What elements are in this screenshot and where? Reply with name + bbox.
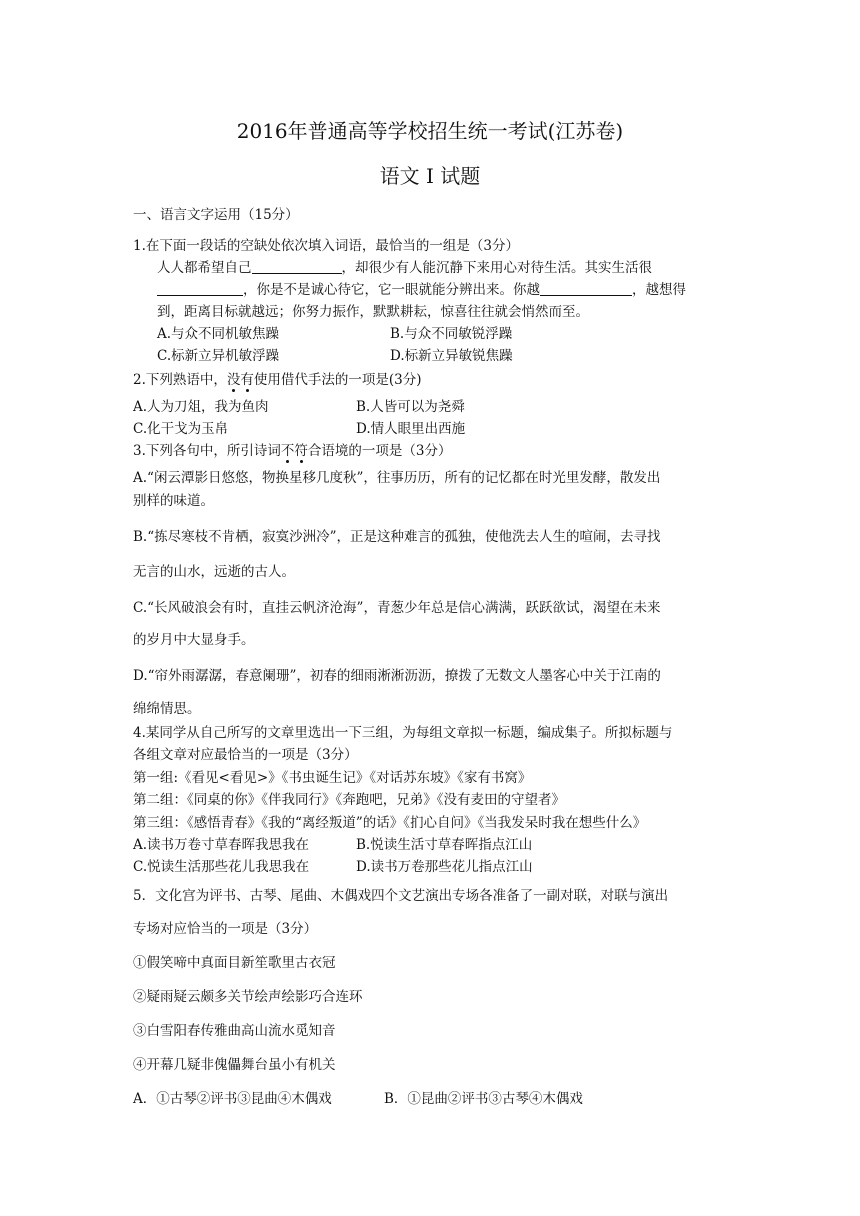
q1-text: ，越想得 [632,282,686,298]
q5-option-a: A．①古琴②评书③昆曲④木偶戏 [133,1091,332,1107]
q3-stem-text: 合语境的一项是（3分） [307,443,452,459]
q1-text: ，却很少有人能沉静下来用心对待生活。其实生活很 [341,260,652,276]
q3-option-d-line2: 绵绵情思。 [133,701,201,717]
q3-option-a-line2: 别样的味道。 [133,493,214,509]
q4-option-a: A.读书万卷寸草春晖我思我在 [133,837,310,853]
q1-option-d: D.标新立异敏锐焦躁 [390,348,513,364]
q1-passage-line1 [157,256,652,276]
q4-stem-line2: 各组文章对应最恰当的一项是（3分） [133,747,358,763]
q5-option-b: B．①昆曲②评书③古琴④木偶戏 [384,1091,583,1107]
q2-emphasis-char: 有 [240,368,254,388]
q1-stem: 1.在下面一段话的空缺处依次填入词语，最恰当的一组是（3分） [133,238,519,254]
section-heading: 一、语言文字运用（15分） [133,207,299,223]
q3-option-d-line1: D.“帘外雨潺潺，春意阑珊”，初春的细雨淅淅沥沥，撩拨了无数文人墨客心中关于江南的 [133,668,661,684]
q4-option-d: D.读书万卷那些花儿指点江山 [356,859,533,875]
q3-emphasis-char: 不 [281,439,295,459]
q1-passage-line2 [157,278,686,298]
q2-option-b: B.人皆可以为尧舜 [356,399,465,415]
q3-option-b-line1: B.“拣尽寒枝不肯栖，寂寞沙洲冷”，正是这种难言的孤独，使他洗去人生的喧闹，去寻找 [133,529,661,545]
q1-text: ，你是不是诚心待它，它一眼就能分辨出来。你越 [243,282,540,298]
q4-option-b: B.悦读生活寸草春晖指点江山 [356,837,533,853]
q4-option-c: C.悦读生活那些花儿我思我在 [133,859,310,875]
q3-stem [133,439,451,459]
q1-option-a: A.与众不同机敏焦躁 [157,326,280,342]
q1-option-c: C.标新立异机敏浮躁 [157,348,280,364]
q5-couplet-2: ②疑雨疑云颇多关节绘声绘影巧合连环 [133,989,363,1005]
q5-couplet-1: ①假笑啼中真面目新笙歌里古衣冠 [133,955,336,971]
q1-blank-3 [540,281,632,296]
q4-group-3: 第三组：《感悟青春》《我的“离经叛道”的话》《扪心自问》《当我发呆时我在想些什么》 [133,815,647,831]
q2-stem [133,368,422,388]
exam-subtitle: 语文 I 试题 [379,164,481,188]
q2-stem-text: 2.下列熟语中， [133,372,227,388]
q2-option-c: C.化干戈为玉帛 [133,421,229,437]
q5-stem-line2: 专场对应恰当的一项是（3分） [133,921,318,937]
q1-blank-1 [252,259,342,274]
q4-group-2: 第二组：《同桌的你》《伴我同行》《奔跑吧，兄弟》《没有麦田的守望者》 [133,792,565,808]
q2-option-d: D.情人眼里出西施 [356,421,466,437]
q2-option-a: A.人为刀俎，我为鱼肉 [133,399,269,415]
q2-stem-text: 使用借代手法的一项是(3分) [253,372,422,388]
q3-option-c-line2: 的岁月中大显身手。 [133,632,255,648]
exam-title: 2016年普通高等学校招生统一考试(江苏卷) [236,119,624,143]
q1-option-b: B.与众不同敏锐浮躁 [390,326,513,342]
q5-stem-line1: 5．文化宫为评书、古琴、尾曲、木偶戏四个文艺演出专场各准备了一副对联，对联与演出 [133,888,669,904]
q3-option-c-line1: C.“长风破浪会有时，直挂云帆济沧海”，青葱少年总是信心满满，跃跃欲试，渴望在未来 [133,600,661,616]
q3-stem-text: 3.下列各句中，所引诗词 [133,443,281,459]
q2-emphasis-char: 没 [227,368,241,388]
q3-emphasis-char: 符 [294,439,308,459]
q1-passage-line3: 到，距离目标就越远；你努力振作，默默耕耘，惊喜往往就会悄然而至。 [157,304,589,320]
q4-stem-line1: 4.某同学从自己所写的文章里选出一下三组，为每组文章拟一标题，编成集子。所拟标题与 [133,725,673,741]
q3-option-b-line2: 无言的山水，远逝的古人。 [133,564,295,580]
q3-option-a-line1: A.“闲云潭影日悠悠，物换星移几度秋”，往事历历，所有的记忆都在时光里发酵，散发出 [133,470,661,486]
q5-couplet-4: ④开幕几疑非傀儡舞台虽小有机关 [133,1057,336,1073]
q5-couplet-3: ③白雪阳春传雅曲高山流水觅知音 [133,1023,336,1039]
q1-text: 人人都希望自己 [157,260,252,276]
q4-group-1: 第一组:《看见<看见>》《书虫诞生记》《对话苏东坡》《家有书窝》 [133,770,532,786]
q1-blank-2 [157,281,243,296]
